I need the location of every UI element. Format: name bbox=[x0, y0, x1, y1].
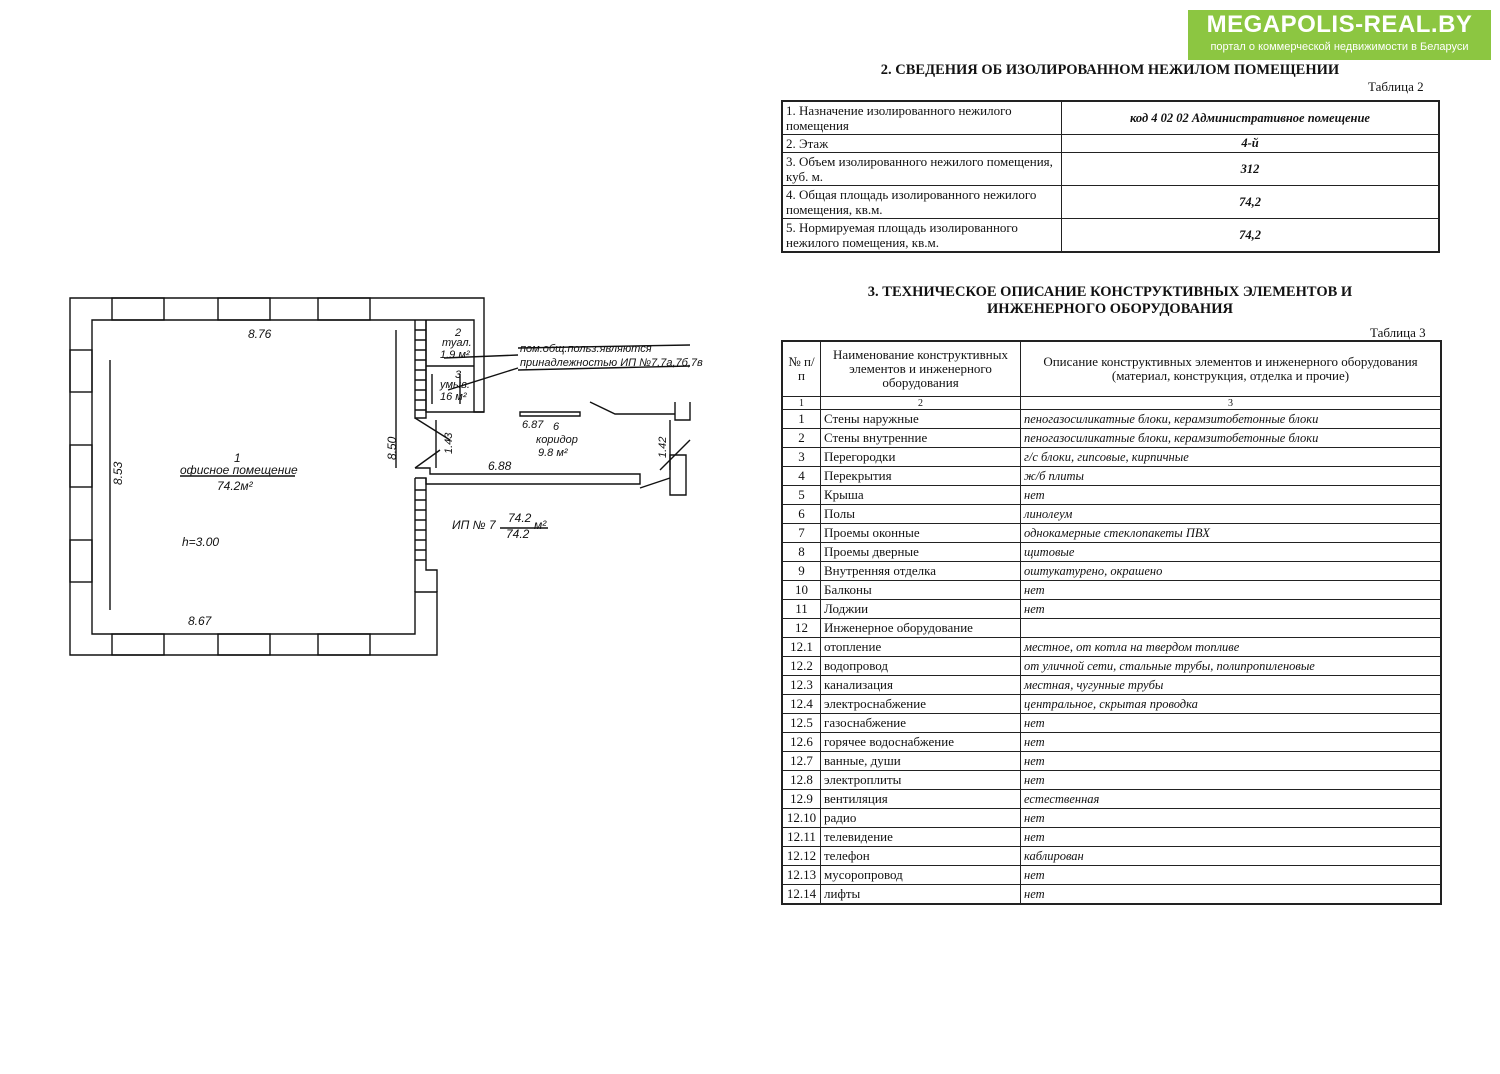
t3-head-desc: Описание конструктивных элементов и инженерного оборудования (материал, конструкция, отделка и прочие) bbox=[1021, 341, 1442, 397]
t3-desc: пеногазосиликатные блоки, керамзитобетонные блоки bbox=[1021, 410, 1442, 429]
wash-room-number: 3 bbox=[455, 369, 462, 381]
table-row bbox=[782, 771, 1441, 790]
t3-num: 12.12 bbox=[782, 847, 821, 866]
section-3-title bbox=[780, 284, 1440, 318]
brand-tagline: портал о коммерческой недвижимости в Беларуси bbox=[1210, 41, 1469, 53]
t3-name: отопление bbox=[821, 638, 1021, 657]
table-row bbox=[782, 657, 1441, 676]
table-row bbox=[782, 866, 1441, 885]
floor-plan bbox=[0, 0, 760, 720]
t3-colnum: 1 bbox=[782, 397, 821, 410]
t3-name: электроплиты bbox=[821, 771, 1021, 790]
dim-door: 1.43 bbox=[443, 432, 455, 454]
table-row bbox=[782, 695, 1441, 714]
t3-desc: нет bbox=[1021, 752, 1442, 771]
t2-label: 5. Нормируемая площадь изолированного нежилого помещения, кв.м. bbox=[782, 219, 1062, 253]
table-row bbox=[782, 429, 1441, 448]
t3-num: 12.14 bbox=[782, 885, 821, 905]
t3-name: электроснабжение bbox=[821, 695, 1021, 714]
corridor-room-area: 9.8 м² bbox=[538, 447, 568, 459]
t3-desc: от уличной сети, стальные трубы, полипропиленовые bbox=[1021, 657, 1442, 676]
t3-name: газоснабжение bbox=[821, 714, 1021, 733]
office-room-name: офисное помещение bbox=[180, 463, 298, 477]
t3-desc: нет bbox=[1021, 885, 1442, 905]
t3-num: 9 bbox=[782, 562, 821, 581]
t3-name: Стены наружные bbox=[821, 410, 1021, 429]
floor-plan-drawing bbox=[0, 0, 760, 720]
table-2 bbox=[781, 100, 1440, 253]
table-row bbox=[782, 828, 1441, 847]
t3-desc: однокамерные стеклопакеты ПВХ bbox=[1021, 524, 1442, 543]
t3-num: 12.11 bbox=[782, 828, 821, 847]
t3-desc: нет bbox=[1021, 771, 1442, 790]
dim-corridor-short: 6.87 bbox=[522, 419, 544, 431]
t3-desc: естественная bbox=[1021, 790, 1442, 809]
table-row bbox=[782, 562, 1441, 581]
plan-note-line-2: принадлежностью ИП №7,7а,7б,7в bbox=[520, 357, 703, 369]
dim-right-end: 1.42 bbox=[657, 436, 669, 458]
t3-num: 12.8 bbox=[782, 771, 821, 790]
table-2-caption: Таблица 2 bbox=[1368, 79, 1424, 94]
ip-label: ИП № 7 bbox=[452, 518, 496, 532]
ceiling-height: h=3.00 bbox=[182, 535, 220, 549]
t3-desc: нет bbox=[1021, 486, 1442, 505]
table-row bbox=[782, 847, 1441, 866]
t3-desc: г/с блоки, гипсовые, кирпичные bbox=[1021, 448, 1442, 467]
section-3-title-line-1: 3. ТЕХНИЧЕСКОЕ ОПИСАНИЕ КОНСТРУКТИВНЫХ ЭЛЕМЕНТОВ И bbox=[867, 284, 1353, 300]
table-row bbox=[782, 581, 1441, 600]
dim-bottom-wall: 8.67 bbox=[188, 614, 212, 628]
t2-value: 74,2 bbox=[1062, 219, 1440, 253]
t3-name: Перегородки bbox=[821, 448, 1021, 467]
t3-num: 8 bbox=[782, 543, 821, 562]
t3-num: 6 bbox=[782, 505, 821, 524]
t3-num: 12 bbox=[782, 619, 821, 638]
t3-desc: нет bbox=[1021, 581, 1442, 600]
t3-head-name: Наименование конструктивных элементов и инженерного оборудования bbox=[821, 341, 1021, 397]
toilet-room-name: туал. bbox=[442, 337, 472, 349]
corridor-room-name: коридор bbox=[536, 434, 578, 446]
table-3-caption: Таблица 3 bbox=[1370, 325, 1426, 340]
dim-top-wall: 8.76 bbox=[248, 327, 272, 341]
table-column-number-row bbox=[782, 397, 1441, 410]
t3-name: водопровод bbox=[821, 657, 1021, 676]
t2-value: 312 bbox=[1062, 153, 1440, 186]
t3-desc: нет bbox=[1021, 828, 1442, 847]
t3-desc: местная, чугунные трубы bbox=[1021, 676, 1442, 695]
brand-badge[interactable] bbox=[1188, 10, 1491, 60]
table-row bbox=[782, 638, 1441, 657]
dim-inner-wall: 8.50 bbox=[385, 436, 399, 460]
t3-name: горячее водоснабжение bbox=[821, 733, 1021, 752]
t3-num: 4 bbox=[782, 467, 821, 486]
t3-name: Перекрытия bbox=[821, 467, 1021, 486]
t3-name: Полы bbox=[821, 505, 1021, 524]
table-row bbox=[782, 543, 1441, 562]
dim-corridor-length: 6.88 bbox=[488, 459, 512, 473]
t3-name: ванные, души bbox=[821, 752, 1021, 771]
t3-num: 12.5 bbox=[782, 714, 821, 733]
table-row bbox=[782, 186, 1439, 219]
t2-label: 4. Общая площадь изолированного нежилого помещения, кв.м. bbox=[782, 186, 1062, 219]
t3-num: 12.1 bbox=[782, 638, 821, 657]
office-room-area: 74.2м² bbox=[217, 479, 253, 493]
table-row bbox=[782, 448, 1441, 467]
t3-name: Лоджии bbox=[821, 600, 1021, 619]
t3-name: вентиляция bbox=[821, 790, 1021, 809]
t3-desc bbox=[1021, 619, 1442, 638]
t3-desc: каблирован bbox=[1021, 847, 1442, 866]
t2-label: 1. Назначение изолированного нежилого помещения bbox=[782, 101, 1062, 135]
table-row bbox=[782, 524, 1441, 543]
t3-name: Балконы bbox=[821, 581, 1021, 600]
t3-desc: нет bbox=[1021, 733, 1442, 752]
table-row bbox=[782, 505, 1441, 524]
table-row bbox=[782, 219, 1439, 253]
t3-head-num: № п/п bbox=[782, 341, 821, 397]
t3-num: 12.2 bbox=[782, 657, 821, 676]
t2-value: код 4 02 02 Административное помещение bbox=[1062, 101, 1440, 135]
table-row bbox=[782, 600, 1441, 619]
table-row bbox=[782, 486, 1441, 505]
section-2-title: 2. СВЕДЕНИЯ ОБ ИЗОЛИРОВАННОМ НЕЖИЛОМ ПОМЕЩЕНИИ bbox=[880, 62, 1340, 78]
t3-desc: нет bbox=[1021, 714, 1442, 733]
t2-value: 4-й bbox=[1062, 135, 1440, 153]
t3-num: 10 bbox=[782, 581, 821, 600]
corridor-room-number: 6 bbox=[553, 421, 560, 433]
t3-desc: щитовые bbox=[1021, 543, 1442, 562]
t3-name: телевидение bbox=[821, 828, 1021, 847]
t3-colnum: 2 bbox=[821, 397, 1021, 410]
table-row bbox=[782, 752, 1441, 771]
table-row bbox=[782, 619, 1441, 638]
t3-name: Проемы дверные bbox=[821, 543, 1021, 562]
ip-area-bottom: 74.2 bbox=[506, 527, 530, 541]
t3-name: Проемы оконные bbox=[821, 524, 1021, 543]
t3-num: 12.6 bbox=[782, 733, 821, 752]
t2-label: 2. Этаж bbox=[782, 135, 1062, 153]
t3-name: радио bbox=[821, 809, 1021, 828]
t3-name: Стены внутренние bbox=[821, 429, 1021, 448]
t3-name: телефон bbox=[821, 847, 1021, 866]
wash-room-area: 16 м² bbox=[440, 391, 467, 403]
table-3 bbox=[781, 340, 1442, 905]
t3-num: 12.9 bbox=[782, 790, 821, 809]
ip-area-top: 74.2 bbox=[508, 511, 532, 525]
t3-desc: нет bbox=[1021, 866, 1442, 885]
t2-label: 3. Объем изолированного нежилого помещения, куб. м. bbox=[782, 153, 1062, 186]
plan-note-line-1: пом.общ.польз.являются bbox=[520, 343, 652, 355]
t3-name: Инженерное оборудование bbox=[821, 619, 1021, 638]
toilet-room-number: 2 bbox=[455, 327, 462, 339]
t3-num: 1 bbox=[782, 410, 821, 429]
t3-name: Внутренняя отделка bbox=[821, 562, 1021, 581]
table-row bbox=[782, 885, 1441, 905]
table-header-row bbox=[782, 341, 1441, 397]
t3-desc: ж/б плиты bbox=[1021, 467, 1442, 486]
t3-num: 12.3 bbox=[782, 676, 821, 695]
ip-area-unit: м² bbox=[534, 518, 547, 532]
t3-desc: нет bbox=[1021, 809, 1442, 828]
t3-colnum: 3 bbox=[1021, 397, 1442, 410]
office-room-number: 1 bbox=[234, 451, 241, 465]
t3-desc: линолеум bbox=[1021, 505, 1442, 524]
t3-num: 5 bbox=[782, 486, 821, 505]
t3-num: 2 bbox=[782, 429, 821, 448]
table-row bbox=[782, 153, 1439, 186]
t3-name: канализация bbox=[821, 676, 1021, 695]
table-row bbox=[782, 676, 1441, 695]
t3-num: 12.4 bbox=[782, 695, 821, 714]
t3-num: 12.7 bbox=[782, 752, 821, 771]
dim-left-wall: 8.53 bbox=[111, 461, 125, 485]
t3-num: 12.13 bbox=[782, 866, 821, 885]
brand-logo-text: MEGAPOLIS-REAL.BY bbox=[1206, 11, 1473, 38]
table-row bbox=[782, 467, 1441, 486]
t3-name: лифты bbox=[821, 885, 1021, 905]
table-row bbox=[782, 790, 1441, 809]
table-row bbox=[782, 410, 1441, 429]
t3-num: 12.10 bbox=[782, 809, 821, 828]
t3-name: Крыша bbox=[821, 486, 1021, 505]
t3-desc: нет bbox=[1021, 600, 1442, 619]
toilet-room-area: 1.9 м² bbox=[440, 349, 470, 361]
t3-desc: оштукатурено, окрашено bbox=[1021, 562, 1442, 581]
t3-desc: центральное, скрытая проводка bbox=[1021, 695, 1442, 714]
table-row bbox=[782, 101, 1439, 135]
t3-num: 3 bbox=[782, 448, 821, 467]
t3-desc: местное, от котла на твердом топливе bbox=[1021, 638, 1442, 657]
table-row bbox=[782, 809, 1441, 828]
t3-num: 7 bbox=[782, 524, 821, 543]
table-row bbox=[782, 135, 1439, 153]
t2-value: 74,2 bbox=[1062, 186, 1440, 219]
wash-room-name: умыв. bbox=[440, 379, 470, 391]
section-3-title-line-2: ИНЖЕНЕРНОГО ОБОРУДОВАНИЯ bbox=[987, 301, 1233, 317]
table-row bbox=[782, 714, 1441, 733]
t3-name: мусоропровод bbox=[821, 866, 1021, 885]
table-row bbox=[782, 733, 1441, 752]
t3-num: 11 bbox=[782, 600, 821, 619]
t3-desc: пеногазосиликатные блоки, керамзитобетонные блоки bbox=[1021, 429, 1442, 448]
